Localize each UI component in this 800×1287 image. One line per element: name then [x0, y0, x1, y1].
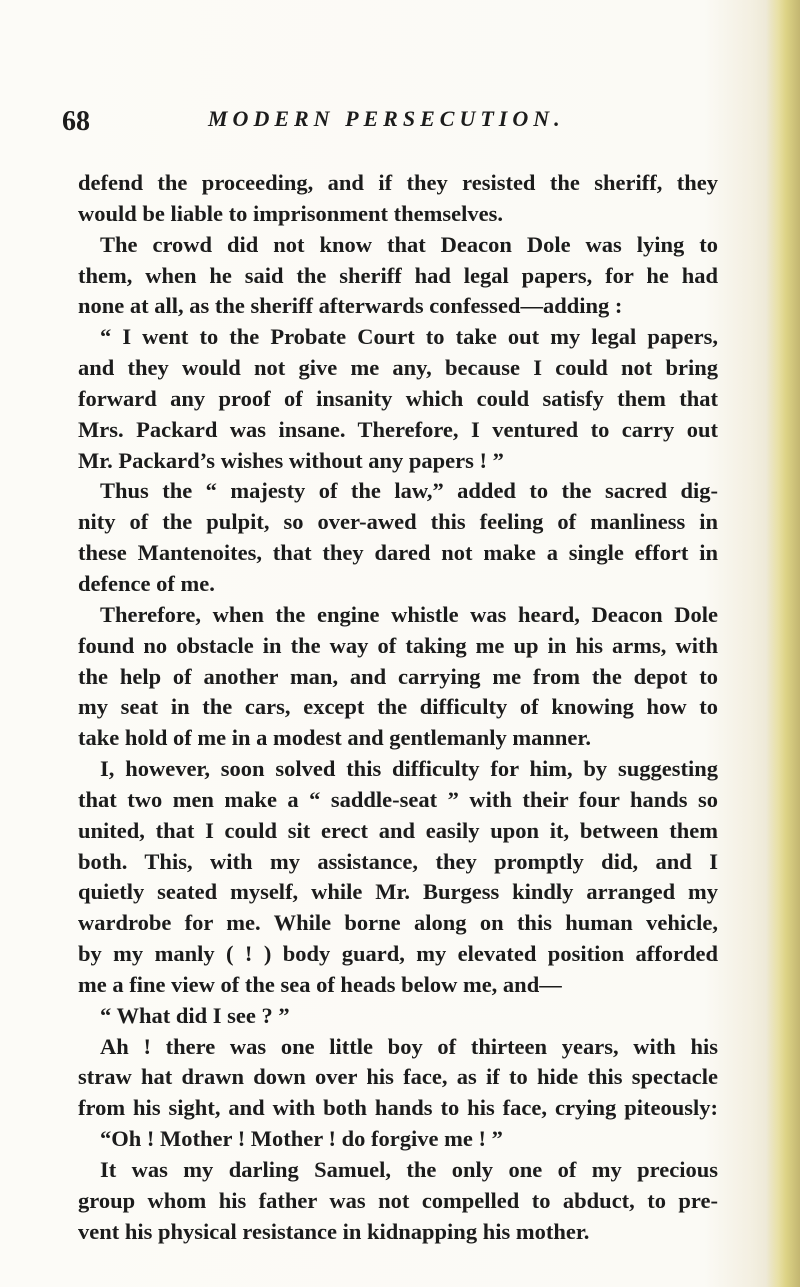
text-line: wardrobe for me. While borne along on this human vehicle,	[78, 910, 718, 936]
text-line: The crowd did not know that Deacon Dole was lying to	[100, 231, 718, 257]
text-line: from his sight, and with both hands to his face, crying piteously:	[78, 1095, 718, 1121]
text-line: take hold of me in a modest and gentlemanly manner.	[78, 725, 591, 751]
text-line: my seat in the cars, except the difficulty of knowing how to	[78, 694, 718, 720]
running-title: MODERN PERSECUTION.	[208, 106, 565, 131]
text-line: defence of me.	[78, 570, 215, 596]
text-line: the help of another man, and carrying me from the depot to	[78, 663, 718, 689]
text-line: quietly seated myself, while Mr. Burgess kindly arranged my	[78, 879, 718, 905]
text-line: found no obstacle in the way of taking me up in his arms, with	[78, 632, 718, 658]
text-line: group whom his father was not compelled to abduct, to pre-	[78, 1187, 718, 1213]
text-line: “ I went to the Probate Court to take out my legal papers,	[100, 324, 718, 350]
page-number: 68	[62, 106, 90, 137]
text-line: both. This, with my assistance, they promptly did, and I	[78, 848, 718, 874]
body-text	[78, 168, 718, 1248]
text-line: vent his physical resistance in kidnapping his mother.	[78, 1218, 590, 1244]
text-line: nity of the pulpit, so over-awed this feeling of manliness in	[78, 509, 718, 535]
text-line: I, however, soon solved this difficulty for him, by suggesting	[100, 756, 718, 782]
text-line: would be liable to imprisonment themselves.	[78, 200, 503, 226]
text-line: Mr. Packard’s wishes without any papers ! ”	[78, 447, 504, 473]
page-header	[62, 106, 762, 140]
text-line: straw hat drawn down over his face, as if to hide this spectacle	[78, 1064, 718, 1090]
text-line: Therefore, when the engine whistle was heard, Deacon Dole	[100, 601, 718, 627]
text-line: Ah ! there was one little boy of thirteen years, with his	[100, 1033, 718, 1059]
text-line: these Mantenoites, that they dared not make a single effort in	[78, 540, 718, 566]
text-line: “Oh ! Mother ! Mother ! do forgive me ! ”	[100, 1126, 503, 1152]
text-line: It was my darling Samuel, the only one of my precious	[100, 1157, 718, 1182]
text-line: defend the proceeding, and if they resisted the sheriff, they	[78, 170, 718, 195]
text-line: Thus the “ majesty of the law,” added to the sacred dig-	[100, 478, 718, 504]
text-line: that two men make a “ saddle-seat ” with their four hands so	[78, 786, 718, 812]
text-line: Mrs. Packard was insane. Therefore, I ventured to carry out	[78, 416, 718, 442]
text-line: united, that I could sit erect and easily upon it, between them	[78, 817, 718, 843]
text-line: none at all, as the sheriff afterwards confessed—adding :	[78, 293, 623, 319]
text-line: them, when he said the sheriff had legal papers, for he had	[78, 262, 718, 288]
text-line: “ What did I see ? ”	[100, 1002, 290, 1028]
page-edge	[766, 0, 800, 1287]
text-line: forward any proof of insanity which could satisfy them that	[78, 385, 718, 411]
text-line: me a fine view of the sea of heads below me, and—	[78, 971, 562, 997]
text-line: by my manly ( ! ) body guard, my elevated position afforded	[78, 941, 718, 967]
text-line: and they would not give me any, because I could not bring	[78, 355, 718, 381]
